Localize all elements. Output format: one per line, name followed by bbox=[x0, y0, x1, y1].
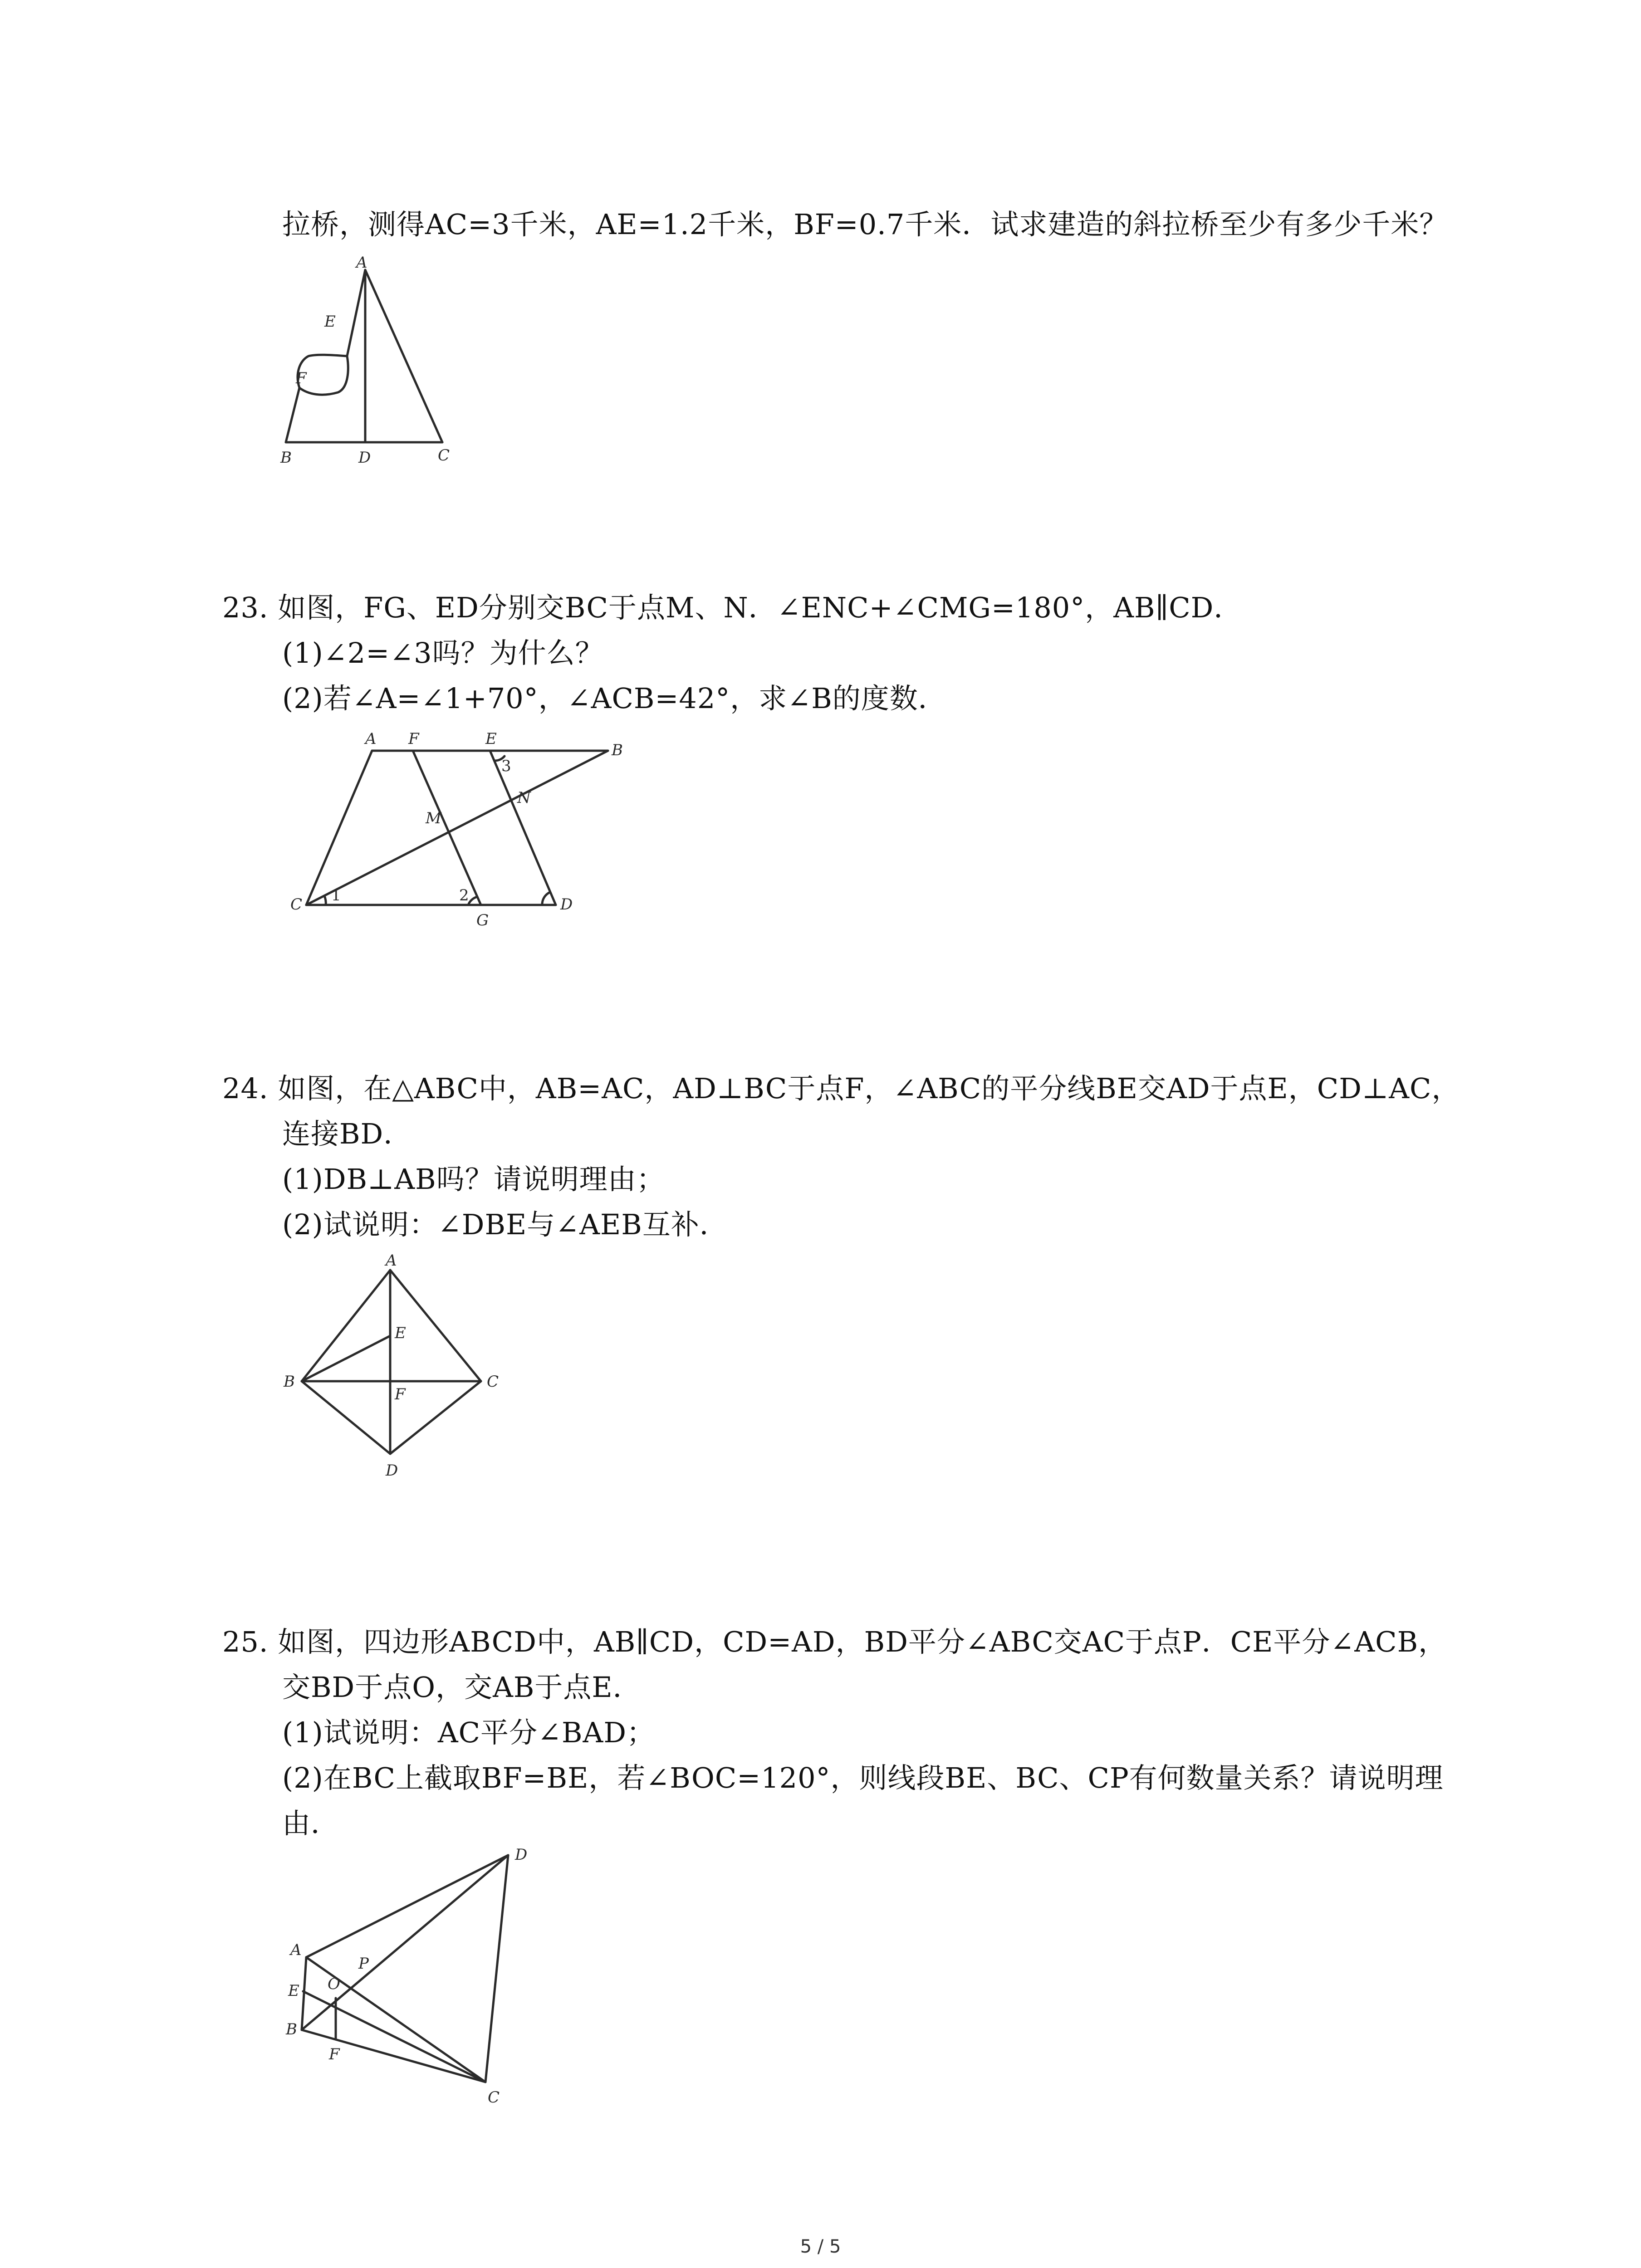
q24-text-line-2: 连接BD． bbox=[282, 1117, 412, 1150]
q22-figure bbox=[268, 252, 476, 465]
q23-label-N: N bbox=[517, 789, 531, 807]
q25-text-line-2: 交BD于点O，交AB于点E． bbox=[282, 1671, 642, 1704]
q23-text-line-2: (1)∠2=∠3吗？为什么？ bbox=[282, 636, 604, 670]
q22-label-E: E bbox=[324, 313, 336, 331]
q24-label-C: C bbox=[487, 1373, 499, 1391]
q23-label-B: B bbox=[612, 741, 623, 759]
q25-text-line-1: 25. 如图，四边形ABCD中，AB∥CD，CD=AD，BD平分∠ABC交AC于点P．CE平分∠ACB， bbox=[222, 1625, 1447, 1658]
q22-label-A: A bbox=[356, 254, 367, 272]
q24-label-A: A bbox=[386, 1251, 397, 1270]
q24-figure bbox=[274, 1250, 510, 1481]
q23-label-C: C bbox=[290, 895, 303, 914]
q22-label-C: C bbox=[438, 446, 450, 464]
q24-text-line-1: 24. 如图，在△ABC中，AB=AC，AD⊥BC于点F，∠ABC的平分线BE交AD于点E，CD⊥AC， bbox=[222, 1072, 1460, 1105]
q25-text-line-4: (2)在BC上截取BF=BE，若∠BOC=120°，则线段BE、BC、CP有何数量关系？请说明理 bbox=[282, 1761, 1444, 1794]
q25-label-A: A bbox=[290, 1941, 302, 1959]
q23-angle-2: 2 bbox=[459, 886, 469, 904]
q24-label-B: B bbox=[284, 1373, 295, 1391]
q24-label-E: E bbox=[395, 1324, 406, 1342]
q22-label-B: B bbox=[280, 449, 292, 467]
q25-label-B: B bbox=[286, 2020, 297, 2038]
q24-text-line-3: (1)DB⊥AB吗？请说明理由； bbox=[282, 1163, 665, 1196]
page-number: 5 / 5 bbox=[800, 2236, 841, 2257]
q23-label-A: A bbox=[365, 730, 377, 748]
q23-angle-1: 1 bbox=[331, 886, 341, 904]
q25-label-D: D bbox=[515, 1846, 528, 1864]
q24-text-line-4: (2)试说明：∠DBE与∠AEB互补． bbox=[282, 1208, 728, 1241]
q23-text-line-3: (2)若∠A=∠1+70°，∠ACB=42°，求∠B的度数． bbox=[282, 682, 947, 715]
q25-figure bbox=[277, 1839, 567, 2112]
q25-label-C: C bbox=[488, 2088, 500, 2107]
q25-label-F: F bbox=[329, 2045, 340, 2063]
q22-text-line-1: 拉桥，测得AC=3千米，AE=1.2千米，BF=0.7千米．试求建造的斜拉桥至少有多少千米？ bbox=[282, 208, 1448, 241]
q23-label-E: E bbox=[485, 730, 497, 748]
q23-label-F: F bbox=[408, 730, 419, 748]
q25-text-line-3: (1)试说明：AC平分∠BAD； bbox=[282, 1716, 656, 1749]
q22-label-D: D bbox=[358, 449, 371, 467]
q22-label-F: F bbox=[296, 369, 307, 387]
q25-text-line-5: 由． bbox=[282, 1807, 340, 1840]
q23-text-line-1: 23. 如图，FG、ED分别交BC于点M、N．∠ENC+∠CMG=180°，AB∥CD． bbox=[222, 591, 1243, 624]
q23-angle-3: 3 bbox=[501, 757, 511, 775]
q23-label-G: G bbox=[476, 911, 489, 929]
q25-label-O: O bbox=[328, 1975, 340, 1993]
q23-label-D: D bbox=[560, 895, 573, 914]
q23-figure bbox=[281, 723, 626, 941]
q24-label-F: F bbox=[395, 1385, 406, 1403]
q23-label-M: M bbox=[426, 809, 441, 827]
q24-label-D: D bbox=[386, 1461, 398, 1480]
q25-label-E: E bbox=[288, 1982, 299, 2000]
q25-label-P: P bbox=[358, 1955, 369, 1973]
